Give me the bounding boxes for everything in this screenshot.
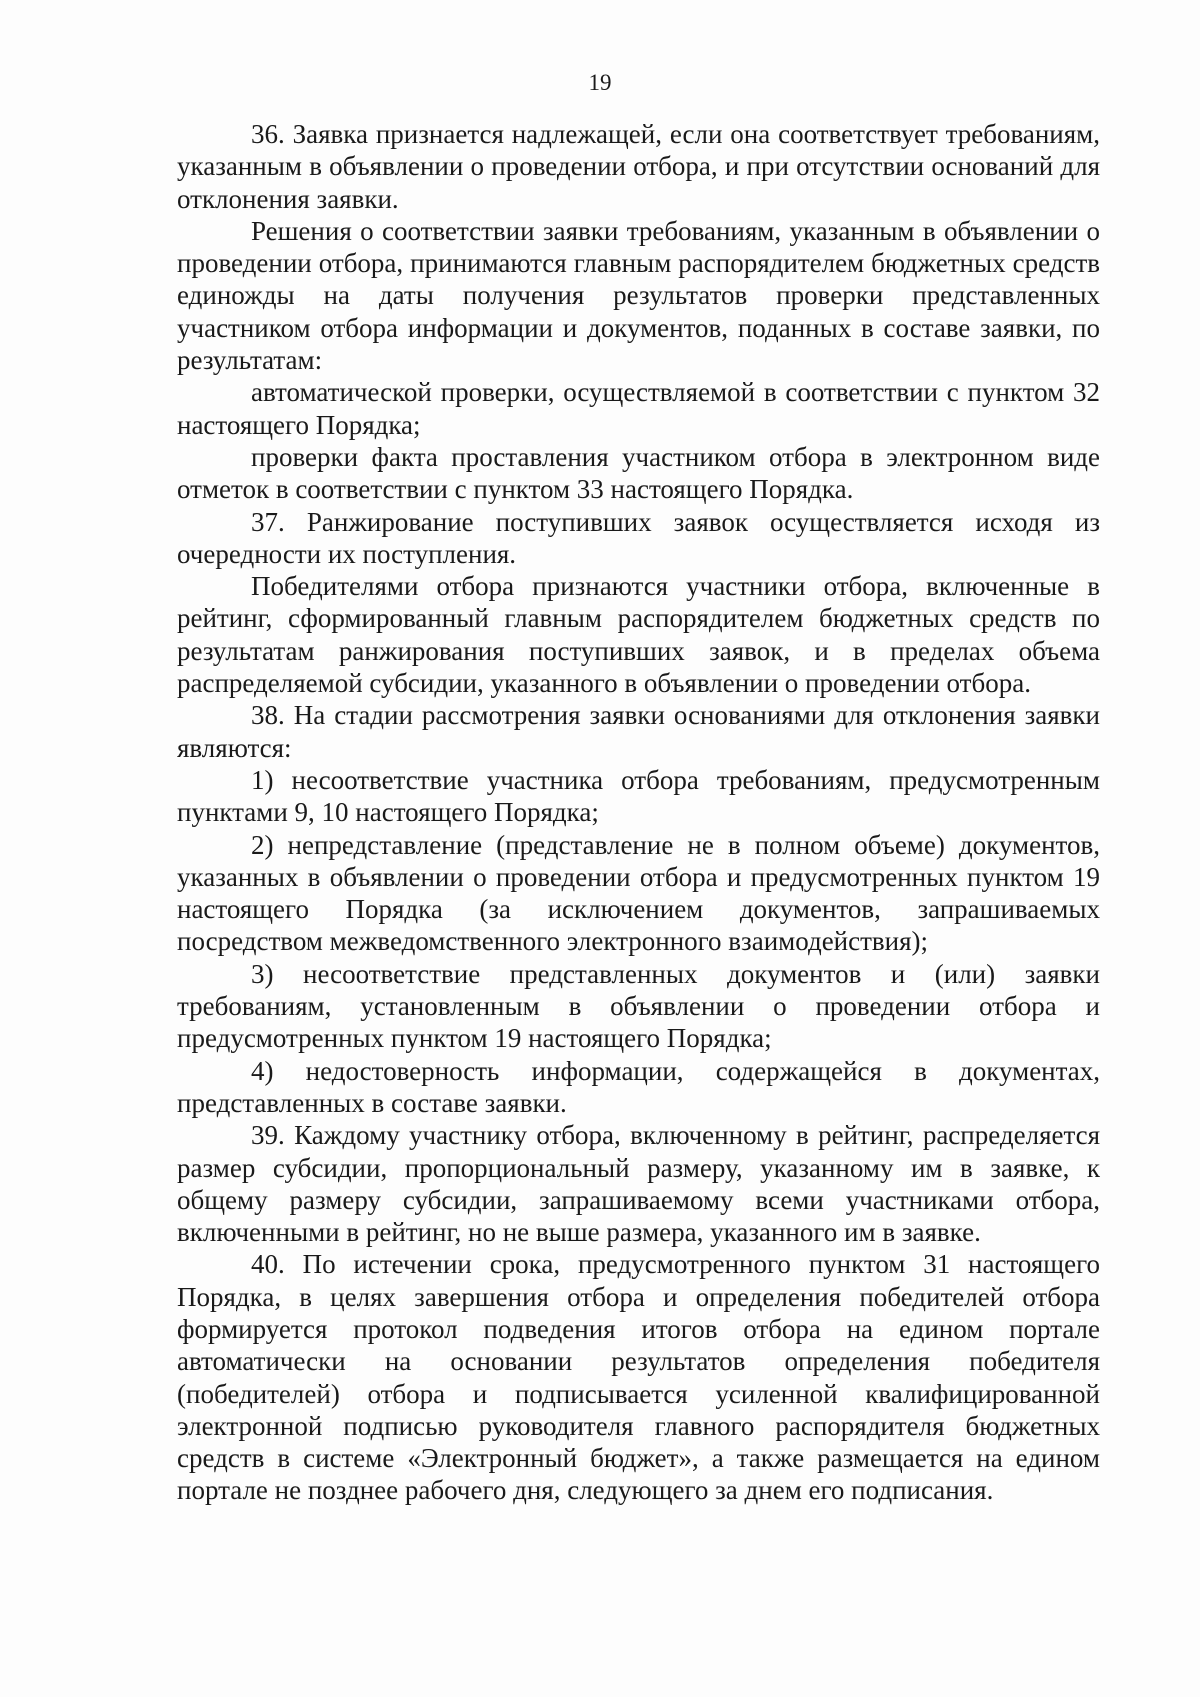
paragraph-37: 37. Ранжирование поступивших заявок осуществляется исходя из очередности их поступления. bbox=[177, 506, 1100, 569]
paragraph-36: 36. Заявка признается надлежащей, если она соответствует требованиям, указанным в объявлении о проведении отбора, и при отсутствии оснований для отклонения заявки. bbox=[177, 119, 1100, 214]
paragraph-40: 40. По истечении срока, предусмотренного пунктом 31 настоящего Порядка, в целях завершения отбора и определения победителей отбора формируется протокол подведения итогов отбора на едином портале автоматически на основании результатов определения победителя (победителей) отбора и подписывается усиленной квалифицированной электронной подписью руководителя главного распорядителя бюджетных средств в системе «Электронный бюджет», а также размещается на едином портале не позднее рабочего дня, следующего за днем его подписания. bbox=[177, 1249, 1100, 1506]
paragraph-36-marks-check: проверки факта проставления участником отбора в электронном виде отметок в соответствии с пунктом 33 настоящего Порядка. bbox=[177, 441, 1100, 505]
page-number: 19 bbox=[588, 70, 612, 95]
paragraph-38: 38. На стадии рассмотрения заявки основаниями для отклонения заявки являются: bbox=[177, 700, 1100, 763]
paragraph-38-item-3: 3) несоответствие представленных документов и (или) заявки требованиям, установленным в объявлении о проведении отбора и предусмотренных пунктом 19 настоящего Порядка; bbox=[177, 958, 1100, 1054]
paragraph-36-decisions: Решения о соответствии заявки требованиям, указанным в объявлении о проведении отбора, принимаются главным распорядителем бюджетных средств единожды на даты получения результатов проверки представленных участником отбора информации и документов, поданных в составе заявки, по результатам: bbox=[177, 215, 1100, 376]
paragraph-36-automatic-check: автоматической проверки, осуществляемой в соответствии с пунктом 32 настоящего Порядка; bbox=[177, 377, 1100, 440]
document-body bbox=[177, 118, 1100, 1507]
paragraph-37-winners: Победителями отбора признаются участники отбора, включенные в рейтинг, сформированный главным распорядителем бюджетных средств по результатам ранжирования поступивших заявок, и в пределах объема распределяемой субсидии, указанного в объявлении о проведении отбора. bbox=[177, 571, 1100, 699]
paragraph-38-item-1: 1) несоответствие участника отбора требованиям, предусмотренным пунктами 9, 10 настоящего Порядка; bbox=[177, 764, 1100, 828]
paragraph-38-item-4: 4) недостоверность информации, содержащейся в документах, представленных в составе заявки. bbox=[177, 1055, 1100, 1118]
paragraph-38-item-2: 2) непредставление (представление не в полном объеме) документов, указанных в объявлении о проведении отбора и предусмотренных пунктом 19 настоящего Порядка (за исключением документов, запрашиваемых посредством межведомственного электронного взаимодействия); bbox=[177, 829, 1100, 957]
paragraph-39: 39. Каждому участнику отбора, включенному в рейтинг, распределяется размер субсидии, пропорциональный размеру, указанному им в заявке, к общему размеру субсидии, запрашиваемому всеми участниками отбора, включенными в рейтинг, но не выше размера, указанного им в заявке. bbox=[177, 1120, 1100, 1248]
